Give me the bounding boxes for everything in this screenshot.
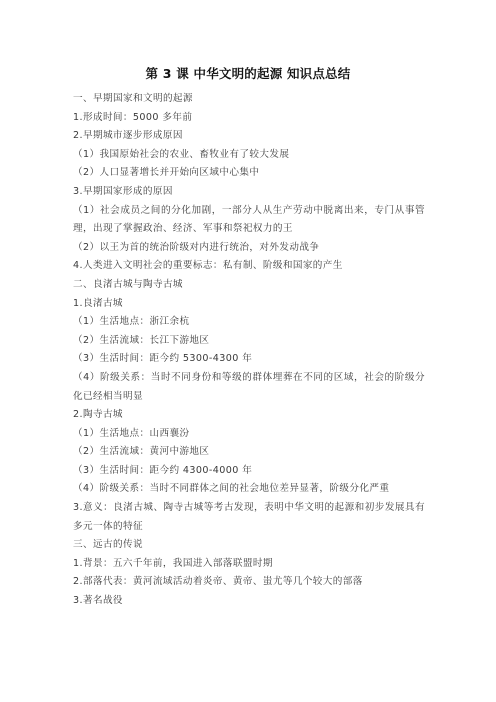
- body-line: （2）生活流域：长江下游地区: [73, 334, 210, 346]
- document-title: 第 3 课 中华文明的起源 知识点总结: [145, 66, 351, 81]
- body-line: （4）阶级关系：当时不同群体之间的社会地位差异显著，阶级分化严重: [73, 483, 390, 495]
- body-line: （1）生活地点：山西襄汾: [73, 427, 190, 439]
- body-line: （3）生活时间：距今约 4300-4000 年: [73, 464, 253, 476]
- body-line: 3.早期国家形成的原因: [73, 185, 173, 197]
- body-line: 1.良渚古城: [73, 297, 123, 309]
- body-line: （2）以王为首的统治阶级对内进行统治，对外发动战争: [73, 241, 320, 253]
- body-paragraph: （4）阶级关系：当时不同身份和等级的群体埋葬在不同的区域，社会的阶级分化已经相当明显: [73, 371, 425, 402]
- body-line: （1）生活地点：浙江余杭: [73, 316, 190, 328]
- section-heading: 一、早期国家和文明的起源: [73, 93, 193, 104]
- body-line: （3）生活时间：距今约 5300-4300 年: [73, 353, 253, 365]
- body-line: 3.著名战役: [73, 595, 123, 607]
- body-line: （2）人口显著增长并开始向区域中心集中: [73, 167, 260, 179]
- body-line: 2.早期城市逐步形成原因: [73, 130, 183, 142]
- body-line: 1.背景：五六千年前，我国进入部落联盟时期: [73, 557, 273, 569]
- body-line: 2.陶寺古城: [73, 409, 123, 421]
- document-body: [73, 90, 425, 611]
- body-line: 4.人类进入文明社会的重要标志：私有制、阶级和国家的产生: [73, 260, 343, 272]
- body-line: 1.形成时间：5000 多年前: [73, 111, 193, 123]
- body-paragraph: （1）社会成员之间的分化加剧，一部分人从生产劳动中脱离出来，专门从事管理，出现了掌握政治、经济、军事和祭祀权力的王: [73, 204, 425, 235]
- section-heading: 三、远古的传说: [73, 539, 143, 551]
- section-heading: 二、良渚古城与陶寺古城: [73, 278, 183, 290]
- body-line: （2）生活流域：黄河中游地区: [73, 446, 210, 458]
- body-line: 2.部落代表：黄河流域活动着炎帝、黄帝、蚩尤等几个较大的部落: [73, 576, 363, 588]
- body-line: （1）我国原始社会的农业、畜牧业有了较大发展: [73, 148, 290, 160]
- body-paragraph: 3.意义：良渚古城、陶寺古城等考古发现，表明中华文明的起源和初步发展具有多元一体的特征: [73, 502, 425, 532]
